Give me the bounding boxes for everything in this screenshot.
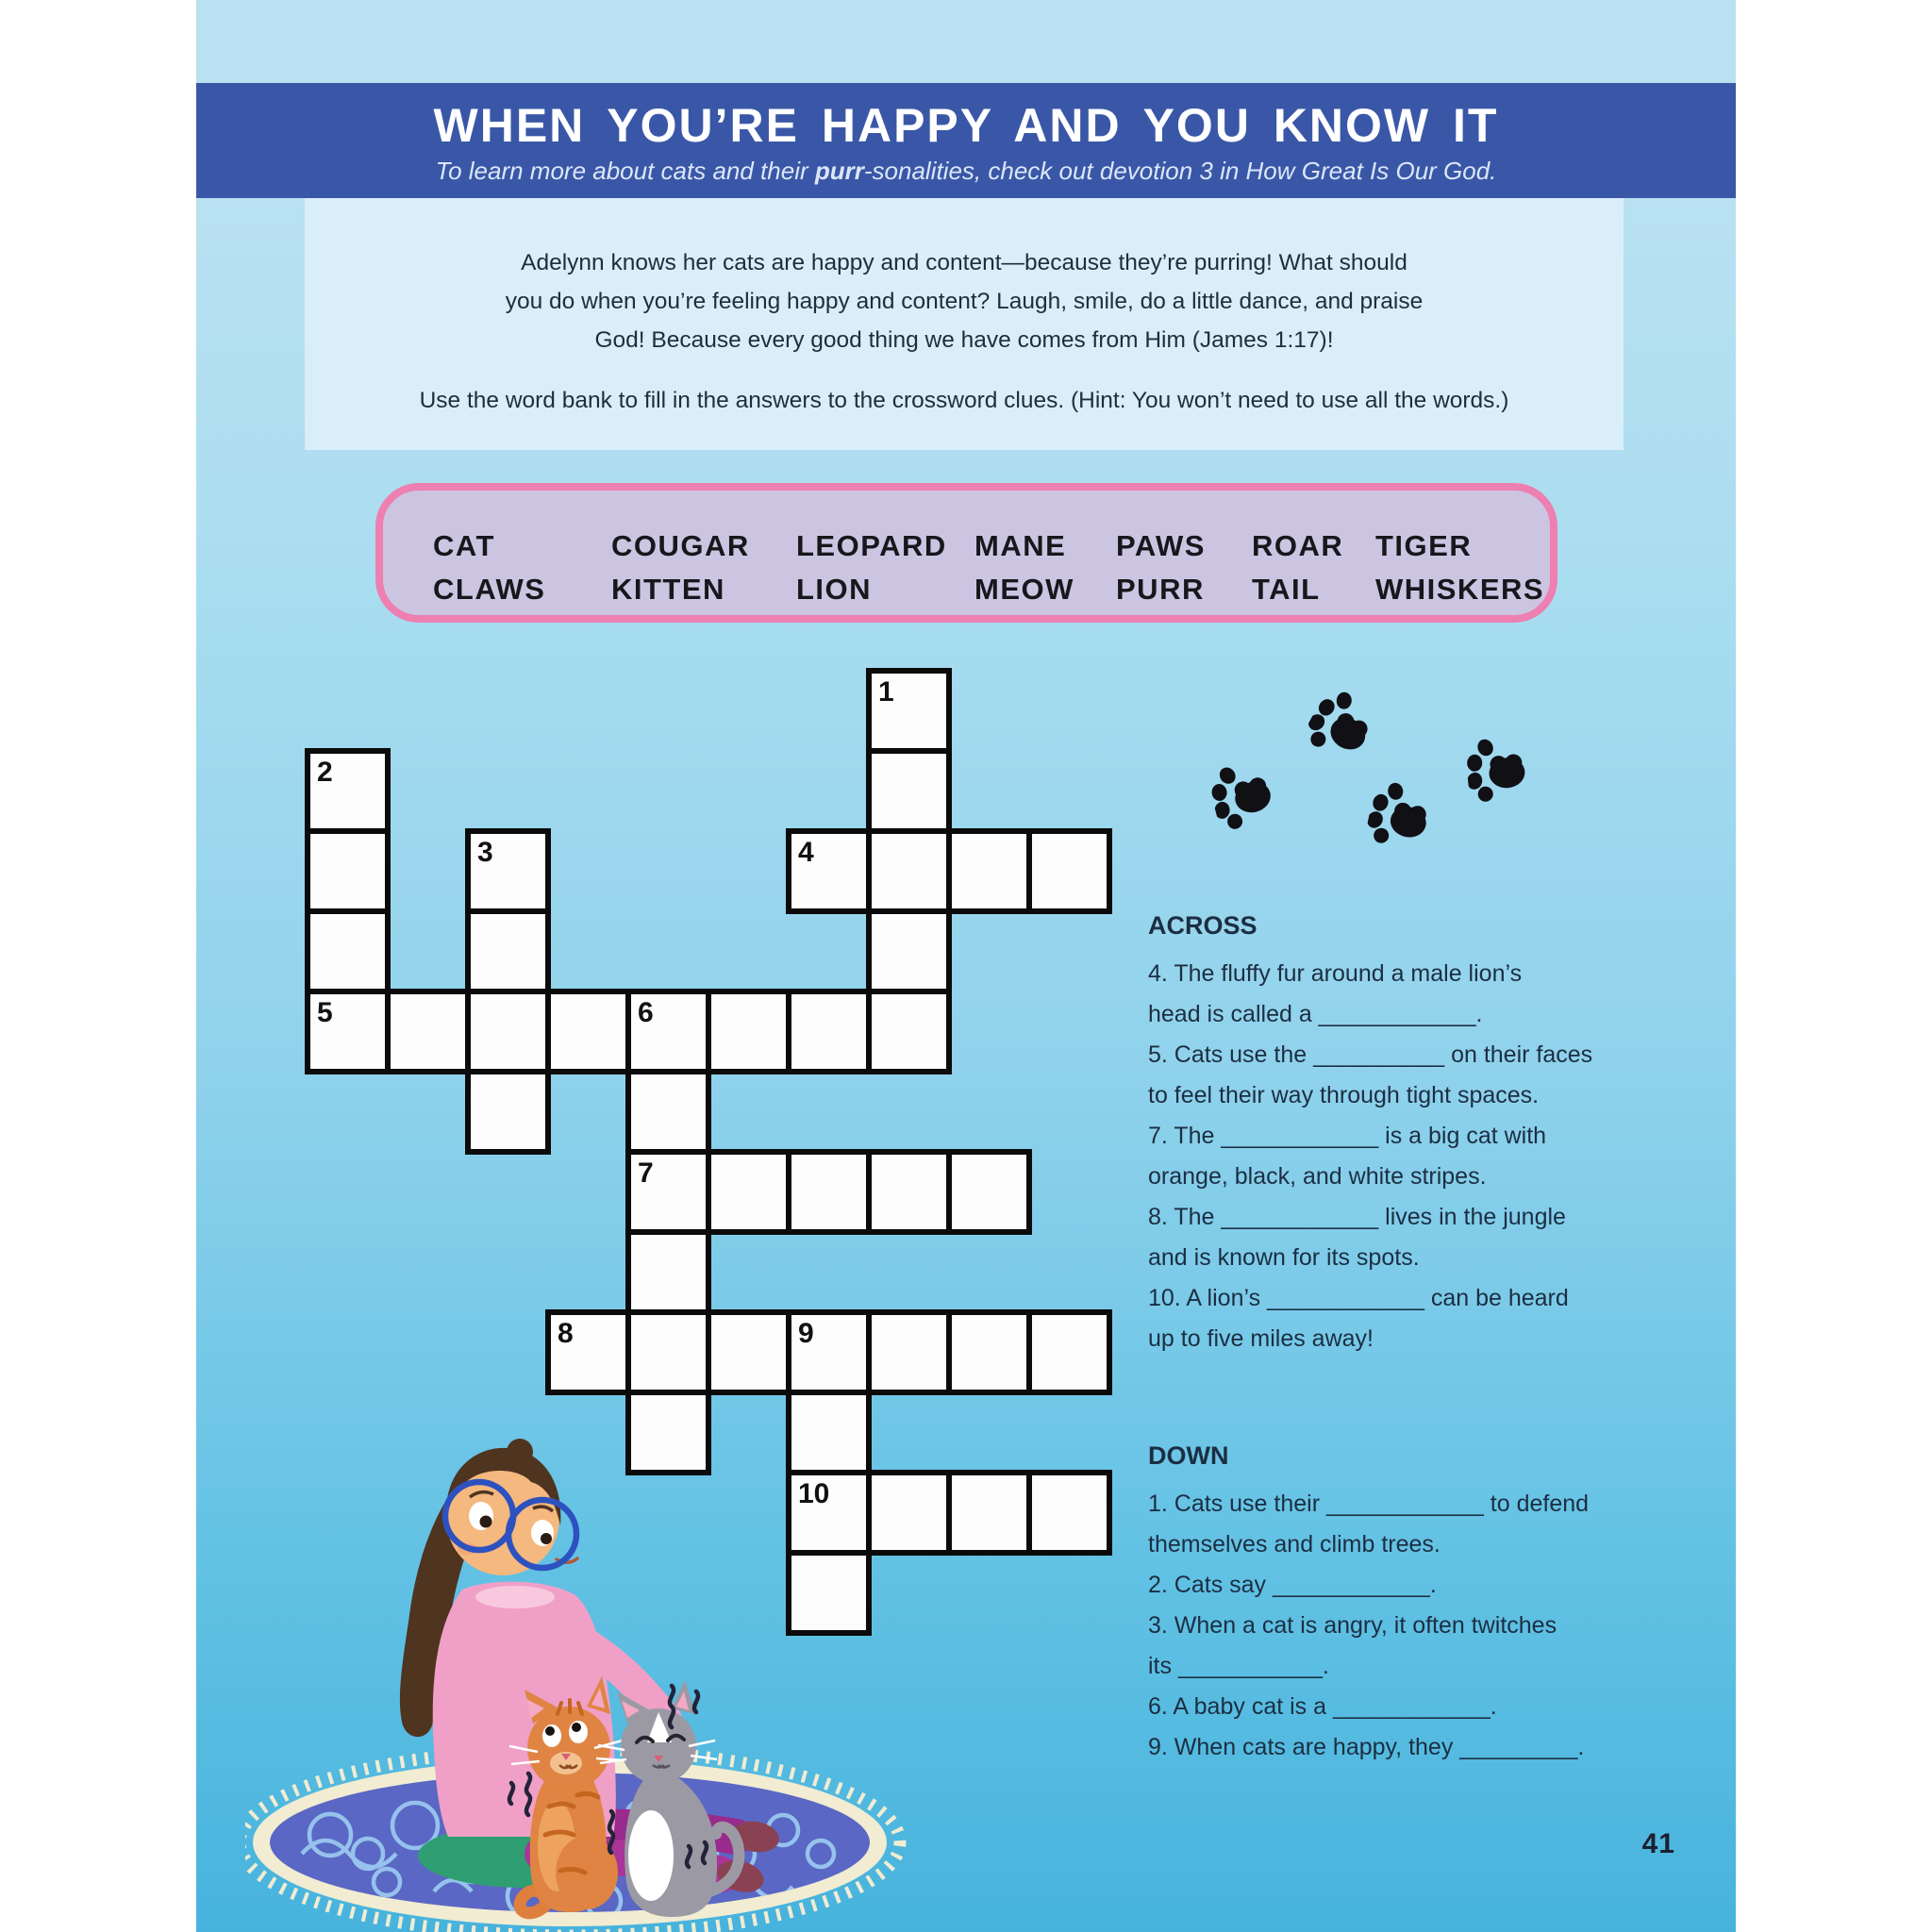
word-bank-word: TAIL xyxy=(1252,573,1321,606)
crossword-cell[interactable] xyxy=(866,1309,952,1395)
crossword-cell[interactable] xyxy=(305,828,391,914)
cell-number: 9 xyxy=(798,1318,814,1349)
down-clue-2: 2. Cats say ____________. xyxy=(1148,1572,1437,1598)
intro-line-3: God! Because every good thing we have comes from Him (James 1:17)! xyxy=(594,327,1334,353)
crossword-cell[interactable] xyxy=(465,1069,551,1155)
crossword-cell[interactable] xyxy=(625,989,711,1074)
cell-number: 5 xyxy=(317,997,333,1028)
crossword-cell[interactable] xyxy=(946,1149,1032,1235)
pupil xyxy=(480,1516,492,1528)
collar xyxy=(475,1586,555,1608)
across-clue-10-line-2: up to five miles away! xyxy=(1148,1325,1374,1352)
word-bank-column xyxy=(611,525,750,611)
crossword-cell[interactable] xyxy=(706,1309,791,1395)
crossword-cell[interactable] xyxy=(786,1149,872,1235)
crossword-cell[interactable] xyxy=(786,828,872,914)
across-clue-5-line-2: to feel their way through tight spaces. xyxy=(1148,1082,1540,1108)
down-clue-6: 6. A baby cat is a ____________. xyxy=(1148,1693,1497,1720)
cell-number: 4 xyxy=(798,837,814,868)
down-clue-9: 9. When cats are happy, they _________. xyxy=(1148,1734,1585,1760)
crossword-cell[interactable] xyxy=(866,1149,952,1235)
orange-cat-pupil xyxy=(572,1723,581,1732)
across-clue-10-line-1: 10. A lion’s ____________ can be heard xyxy=(1148,1285,1569,1311)
crossword-cell[interactable] xyxy=(706,1149,791,1235)
across-title: ACROSS xyxy=(1148,911,1257,940)
across-clue-8-line-1: 8. The ____________ lives in the jungle xyxy=(1148,1204,1566,1230)
crossword-cell[interactable] xyxy=(545,989,631,1074)
word-bank-word: TIGER xyxy=(1375,529,1473,562)
paw-print-icon xyxy=(1464,733,1537,806)
word-bank-word: LEOPARD xyxy=(796,529,947,562)
across-clue-4-line-2: head is called a ____________. xyxy=(1148,1001,1483,1027)
crossword-cell[interactable] xyxy=(786,989,872,1074)
crossword-cell[interactable] xyxy=(706,989,791,1074)
word-bank-word: COUGAR xyxy=(611,529,750,562)
crossword-cell[interactable] xyxy=(1026,828,1112,914)
pupil xyxy=(541,1533,552,1544)
intro-instruction: Use the word bank to fill in the answers to the crossword clues. (Hint: You won’t need to use all the words.) xyxy=(419,388,1509,413)
crossword-cell[interactable] xyxy=(625,1229,711,1315)
crossword-cell[interactable] xyxy=(545,1309,631,1395)
page-subtitle xyxy=(196,157,1736,186)
word-bank-word: CLAWS xyxy=(433,573,546,606)
subtitle-bold-purr: purr xyxy=(814,157,864,185)
orange-cat-pupil xyxy=(545,1726,555,1736)
cell-number: 8 xyxy=(558,1318,574,1349)
word-bank-word: MEOW xyxy=(974,573,1074,606)
cell-number: 3 xyxy=(477,837,493,868)
crossword-cell[interactable] xyxy=(465,828,551,914)
word-bank-word: MANE xyxy=(974,529,1067,562)
intro-line-1: Adelynn knows her cats are happy and content—because they’re purring! What should xyxy=(521,250,1407,275)
girl-petting-cats-illustration xyxy=(245,1410,1094,1932)
subtitle-suffix: -sonalities, check out devotion 3 in How Great Is Our God. xyxy=(863,157,1497,185)
crossword-cell[interactable] xyxy=(946,828,1032,914)
crossword-cell[interactable] xyxy=(786,1309,872,1395)
word-bank-column xyxy=(796,525,947,611)
across-clue-5-line-1: 5. Cats use the __________ on their faces xyxy=(1148,1041,1593,1068)
word-bank-word: ROAR xyxy=(1252,529,1344,562)
down-title: DOWN xyxy=(1148,1441,1229,1470)
crossword-cell[interactable] xyxy=(625,1069,711,1155)
word-bank-word: KITTEN xyxy=(611,573,725,606)
word-bank-word: PAWS xyxy=(1116,529,1206,562)
crossword-cell[interactable] xyxy=(866,989,952,1074)
cell-number: 1 xyxy=(878,676,894,708)
crossword-cell[interactable] xyxy=(305,748,391,834)
down-clue-3-line-1: 3. When a cat is angry, it often twitches xyxy=(1148,1612,1557,1639)
cell-number: 7 xyxy=(638,1158,654,1189)
crossword-cell[interactable] xyxy=(866,908,952,994)
hair-bun xyxy=(507,1439,533,1465)
down-clue-1-line-1: 1. Cats use their ____________ to defend xyxy=(1148,1491,1590,1517)
across-clues xyxy=(1148,911,1742,1359)
across-clue-8-line-2: and is known for its spots. xyxy=(1148,1244,1420,1271)
crossword-cell[interactable] xyxy=(866,828,952,914)
word-bank-word: PURR xyxy=(1116,573,1205,606)
word-bank-column xyxy=(1375,525,1544,611)
cell-number: 2 xyxy=(317,757,333,788)
intro-line-2: you do when you’re feeling happy and content? Laugh, smile, do a little dance, and praise xyxy=(505,289,1424,314)
paw-print-icon xyxy=(1363,776,1441,855)
crossword-cell[interactable] xyxy=(866,748,952,834)
header-band xyxy=(196,83,1736,198)
crossword-cell[interactable] xyxy=(1026,1309,1112,1395)
word-bank-column xyxy=(1116,525,1206,611)
crossword-cell[interactable] xyxy=(385,989,471,1074)
crossword-cell[interactable] xyxy=(305,908,391,994)
word-bank-word: CAT xyxy=(433,529,495,562)
across-clue-7-line-1: 7. The ____________ is a big cat with xyxy=(1148,1123,1547,1149)
word-bank-column xyxy=(974,525,1074,611)
word-bank-word: LION xyxy=(796,573,873,606)
crossword-cell[interactable] xyxy=(625,1309,711,1395)
crossword-cell[interactable] xyxy=(946,1309,1032,1395)
word-bank xyxy=(375,483,1557,623)
paper xyxy=(196,0,1736,1932)
across-clue-7-line-2: orange, black, and white stripes. xyxy=(1148,1163,1487,1190)
crossword-cell[interactable] xyxy=(465,989,551,1074)
down-clue-1-line-2: themselves and climb trees. xyxy=(1148,1531,1441,1557)
cell-number: 6 xyxy=(638,997,654,1028)
subtitle-prefix: To learn more about cats and their xyxy=(435,157,815,185)
across-clue-4-line-1: 4. The fluffy fur around a male lion’s xyxy=(1148,960,1523,987)
word-bank-column xyxy=(1252,525,1343,611)
intro-panel xyxy=(305,198,1624,450)
crossword-cell[interactable] xyxy=(625,1149,711,1235)
page-number: 41 xyxy=(1641,1828,1675,1859)
crossword-cell[interactable] xyxy=(465,908,551,994)
word-bank-word: WHISKERS xyxy=(1375,573,1545,606)
page-title: WHEN YOU’RE HAPPY AND YOU KNOW IT xyxy=(433,99,1499,152)
gray-cat-chest xyxy=(628,1810,674,1901)
crossword-cell[interactable] xyxy=(305,989,391,1074)
down-clue-3-line-2: its ___________. xyxy=(1148,1653,1329,1679)
down-clues xyxy=(1148,1441,1742,1768)
crossword-cell[interactable] xyxy=(866,668,952,754)
cell-number: 10 xyxy=(798,1478,830,1509)
word-bank-column xyxy=(433,525,545,611)
